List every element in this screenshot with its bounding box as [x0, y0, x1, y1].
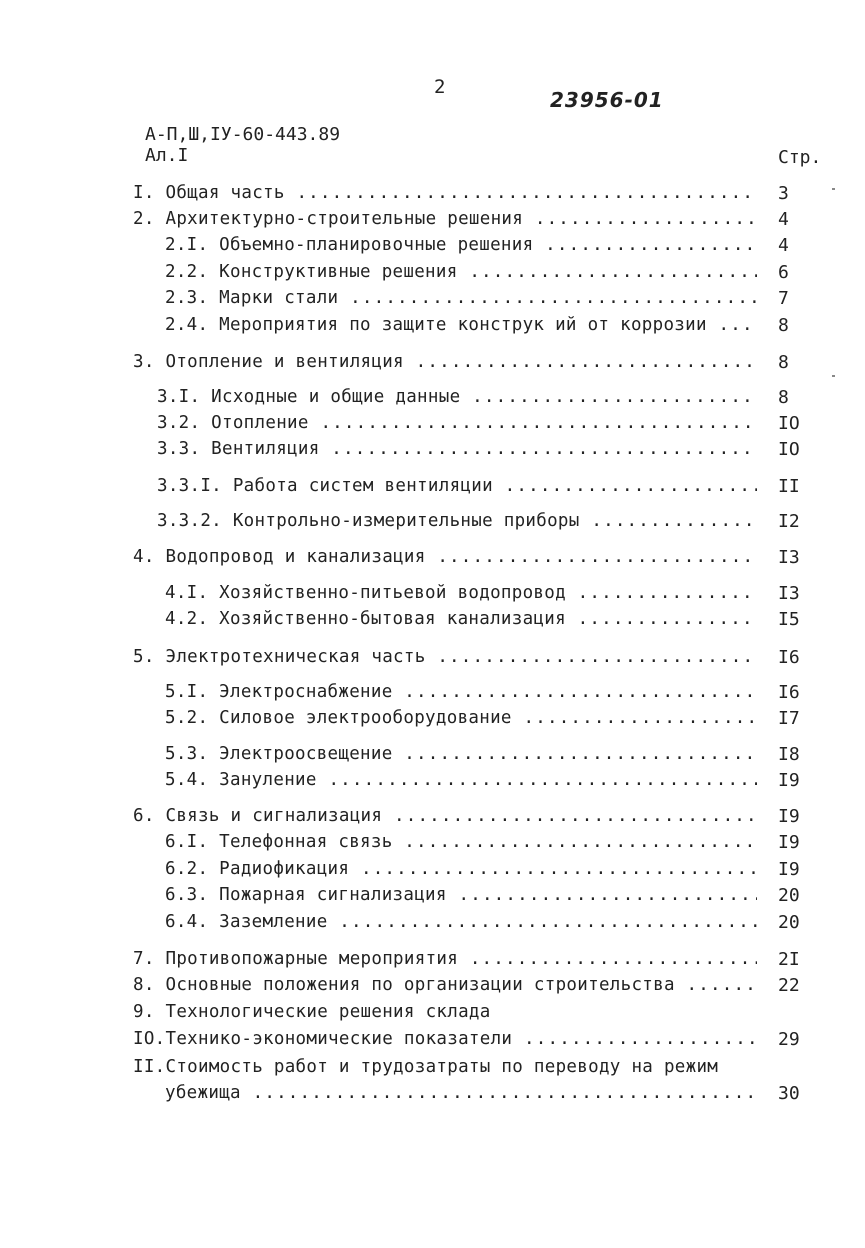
document-number: 23956-01 — [550, 88, 664, 112]
toc-entry — [157, 413, 757, 437]
toc-entry — [165, 583, 757, 607]
scan-speck — [832, 188, 835, 190]
toc-entry-title: 3.3.I. Работа систем вентиляции ..... — [157, 476, 757, 496]
toc-entry-title: 3.3.2. Контрольно-измерительные приборы ..... — [157, 511, 757, 531]
toc-entry — [133, 1002, 757, 1026]
toc-entry-page: 20 — [778, 912, 800, 933]
toc-entry-title: 3.2. Отопление ..... — [157, 413, 757, 433]
page-column-header: Стр. — [778, 147, 822, 168]
toc-entry-title: 2. Архитектурно-строительные решения ..... — [133, 209, 757, 229]
toc-entry-title: 4.2. Хозяйственно-бытовая канализация ..... — [165, 609, 757, 629]
toc-entry-page: 2I — [778, 949, 800, 970]
toc-entry-title: I. Общая часть ..... — [133, 183, 757, 203]
sheet-label: Ал.I — [145, 145, 189, 166]
toc-entry-title: 6.I. Телефонная связь ..... — [165, 832, 757, 852]
toc-entry-title: 5. Электротехническая часть ..... — [133, 647, 757, 667]
toc-entry-page: 8 — [778, 387, 789, 408]
toc-entry-page: 4 — [778, 235, 789, 256]
toc-entry-title: 4.I. Хозяйственно-питьевой водопровод ..... — [165, 583, 757, 603]
toc-entry-page: II — [778, 476, 800, 497]
toc-entry-title: 6.4. Заземление ..... — [165, 912, 757, 932]
toc-entry-page: I9 — [778, 770, 800, 791]
toc-entry-page: I7 — [778, 708, 800, 729]
toc-entry-page: I6 — [778, 647, 800, 668]
toc-entry-title: 5.I. Электроснабжение ..... — [165, 682, 757, 702]
toc-entry-title: 5.2. Силовое электрооборудование ..... — [165, 708, 757, 728]
toc-entry-page: 8 — [778, 315, 789, 336]
toc-entry — [165, 744, 757, 768]
toc-entry-title: 7. Противопожарные мероприятия ..... — [133, 949, 757, 969]
toc-entry-page: 6 — [778, 262, 789, 283]
document-code: А-П,Ш,IУ-60-443.89 — [145, 124, 341, 145]
toc-entry-title: 3. Отопление и вентиляция ..... — [133, 352, 757, 372]
toc-entry — [165, 770, 757, 794]
toc-entry — [165, 885, 757, 909]
toc-entry-title: 6.2. Радиофикация ..... — [165, 859, 757, 879]
toc-entry-page: I9 — [778, 859, 800, 880]
toc-entry — [133, 975, 757, 999]
toc-entry-page: I9 — [778, 832, 800, 853]
toc-entry-page: I5 — [778, 609, 800, 630]
scan-speck — [832, 375, 835, 377]
toc-entry — [165, 708, 757, 732]
toc-entry-page: 30 — [778, 1083, 800, 1104]
toc-entry-page: 3 — [778, 183, 789, 204]
toc-entry — [133, 1029, 757, 1053]
toc-entry — [133, 1057, 757, 1081]
toc-entry — [165, 682, 757, 706]
toc-entry — [165, 262, 757, 286]
toc-entry-title: 6. Связь и сигнализация ..... — [133, 806, 757, 826]
toc-entry-title: IO.Технико-экономические показатели ..... — [133, 1029, 757, 1049]
toc-entry — [157, 511, 757, 535]
toc-entry-page: 4 — [778, 209, 789, 230]
toc-entry-page: 22 — [778, 975, 800, 996]
toc-entry-page: 7 — [778, 288, 789, 309]
toc-entry-title: 2.3. Марки стали ..... — [165, 288, 757, 308]
page-number: 2 — [434, 76, 446, 98]
toc-entry — [165, 288, 757, 312]
toc-entry-title: 9. Технологические решения склада — [133, 1002, 491, 1022]
toc-entry — [165, 609, 757, 633]
toc-entry-title: II.Стоимость работ и трудозатраты по переводу на режим — [133, 1057, 719, 1077]
toc-entry-page: IO — [778, 413, 800, 434]
toc-entry-title: 2.2. Конструктивные решения ..... — [165, 262, 757, 282]
toc-entry-title: 4. Водопровод и канализация ..... — [133, 547, 757, 567]
toc-entry-page: I8 — [778, 744, 800, 765]
toc-entry — [157, 476, 757, 500]
toc-entry-page: I6 — [778, 682, 800, 703]
toc-entry — [157, 387, 757, 411]
toc-entry-page: 8 — [778, 352, 789, 373]
toc-entry — [133, 209, 757, 233]
toc-entry-title: 5.3. Электроосвещение ..... — [165, 744, 757, 764]
toc-entry-title: 3.3. Вентиляция ..... — [157, 439, 757, 459]
toc-entry — [157, 439, 757, 463]
toc-entry — [133, 949, 757, 973]
toc-entry-title: 2.4. Мероприятия по защите конструк ий от коррозии ..... — [165, 315, 757, 335]
toc-entry — [133, 806, 757, 830]
toc-entry — [165, 859, 757, 883]
toc-entry-page: I9 — [778, 806, 800, 827]
toc-entry — [133, 547, 757, 571]
toc-entry-title: 3.I. Исходные и общие данные ..... — [157, 387, 757, 407]
toc-entry-title: убежища ..... — [165, 1083, 757, 1103]
toc-entry — [165, 832, 757, 856]
toc-entry-page: I3 — [778, 583, 800, 604]
toc-entry-title: 5.4. Зануление ..... — [165, 770, 757, 790]
toc-entry-title: 6.3. Пожарная сигнализация ..... — [165, 885, 757, 905]
toc-entry — [165, 912, 757, 936]
toc-entry — [133, 647, 757, 671]
toc-entry — [133, 352, 757, 376]
toc-entry-page: 20 — [778, 885, 800, 906]
toc-entry-page: IO — [778, 439, 800, 460]
toc-entry-title: 2.I. Объемно-планировочные решения ..... — [165, 235, 757, 255]
toc-entry-page: I3 — [778, 547, 800, 568]
toc-entry — [133, 183, 757, 207]
toc-entry — [165, 235, 757, 259]
toc-entry-page: I2 — [778, 511, 800, 532]
toc-entry — [165, 315, 757, 339]
toc-entry — [165, 1083, 757, 1107]
toc-entry-page: 29 — [778, 1029, 800, 1050]
toc-entry-title: 8. Основные положения по организации строительства ..... — [133, 975, 757, 995]
